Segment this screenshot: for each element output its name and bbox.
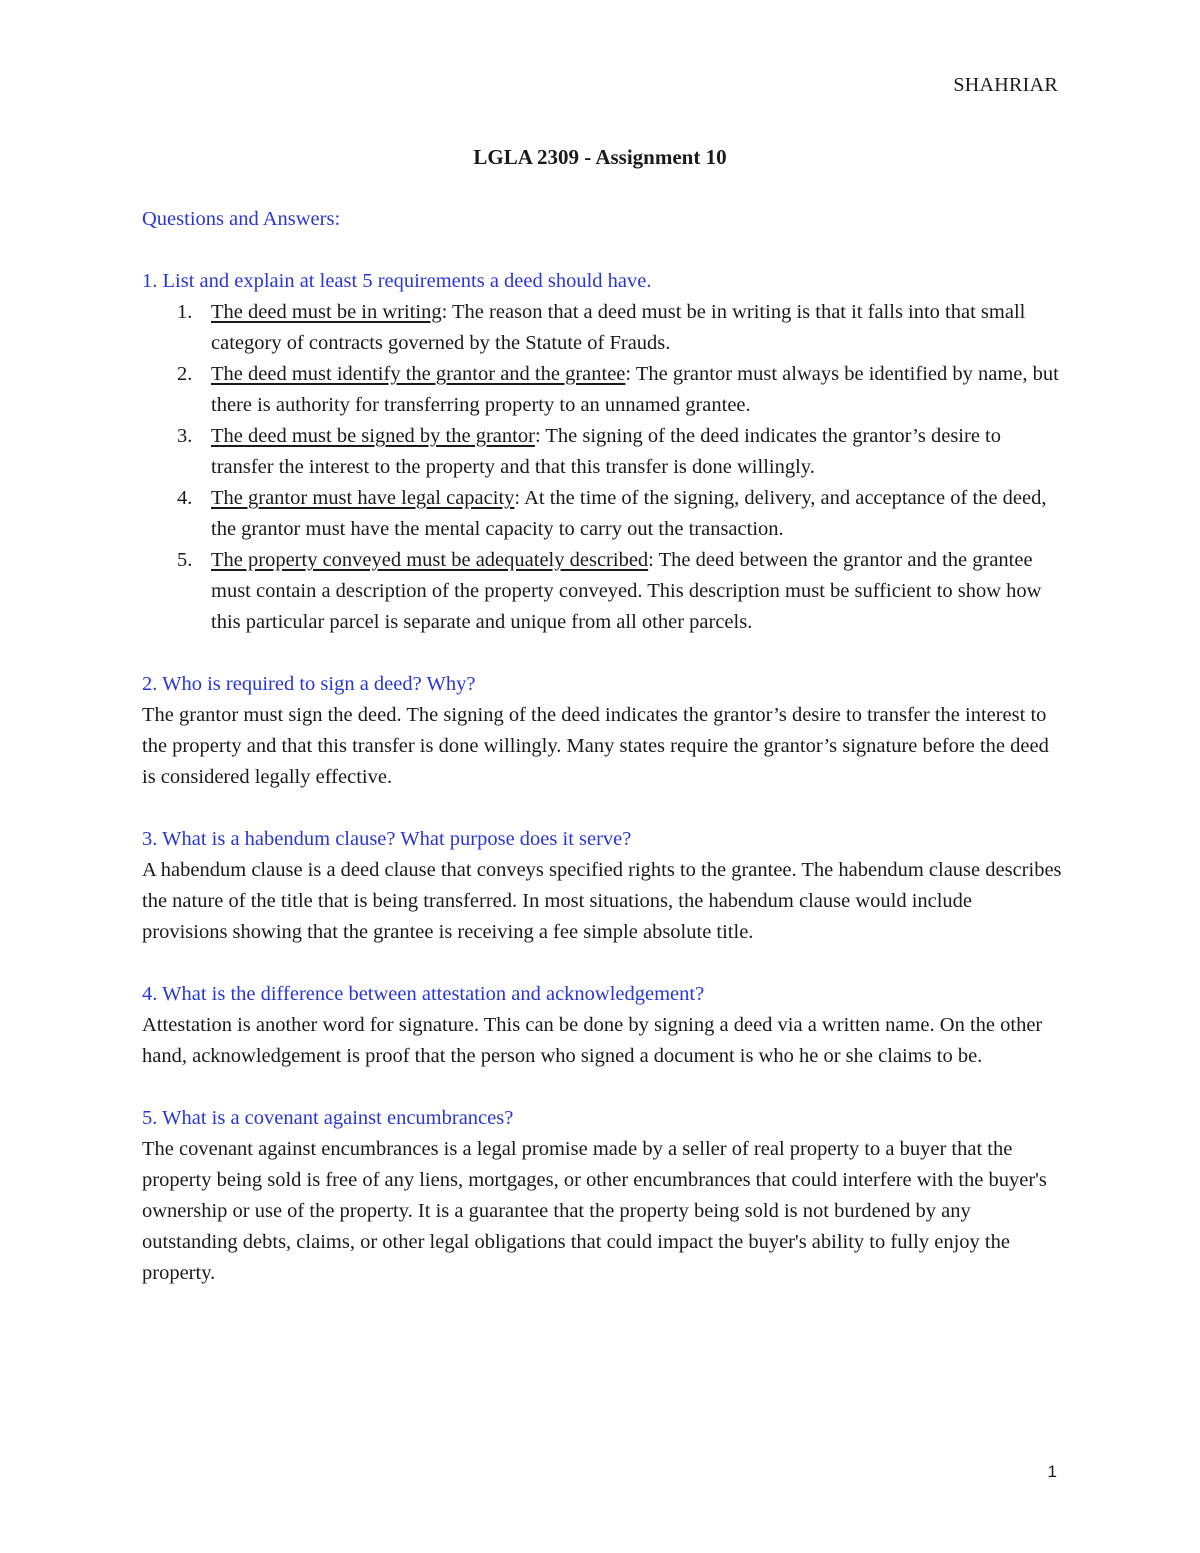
answer-3: A habendum clause is a deed clause that conveys specified rights to the grantee. The habendum clause describes the nature of the title that is being transferred. In most situations, the habendum clause would include provisions showing that the grantee is receiving a fee simple absolute title. [142,859,1062,943]
document-body [142,204,1062,1320]
section-label: Questions and Answers: [142,208,341,230]
list-item-number: 5. [177,549,193,571]
requirement-term: The deed must be in writing [211,301,442,323]
question-3: 3. What is a habendum clause? What purpose does it serve? [142,828,632,850]
question-2: 2. Who is required to sign a deed? Why? [142,673,476,695]
answer-4: Attestation is another word for signature. This can be done by signing a deed via a written name. On the other hand, acknowledgement is proof that the person who signed a document is who he or she claims to be. [142,1014,1043,1067]
list-item-number: 1. [177,301,193,323]
header-author: SHAHRIAR [953,74,1058,96]
question-4: 4. What is the difference between attestation and acknowledgement? [142,983,705,1005]
page-title: LGLA 2309 - Assignment 10 [473,145,727,169]
list-item-number: 4. [177,487,193,509]
list-item [142,297,1062,359]
list-item [142,483,1062,545]
requirements-list [142,297,1062,638]
answer-2: The grantor must sign the deed. The signing of the deed indicates the grantor’s desire to transfer the interest to the property and that this transfer is done willingly. Many states require the grantor’s signature before the deed is considered legally effective. [142,704,1049,788]
requirement-text: : The reason that a deed must be in writing is that it falls into that small category of contracts governed by the Statute of Frauds. [211,301,1026,354]
list-item [142,359,1062,421]
list-item-number: 3. [177,425,193,447]
requirement-term: The deed must identify the grantor and the grantee [211,363,626,385]
requirement-text: : At the time of the signing, delivery, and acceptance of the deed, the grantor must have the mental capacity to carry out the transaction. [211,487,1047,540]
requirement-term: The grantor must have legal capacity [211,487,515,509]
question-5: 5. What is a covenant against encumbrances? [142,1107,514,1129]
page-number: 1 [1047,1462,1057,1481]
list-item [142,545,1062,638]
requirement-text: : The signing of the deed indicates the grantor’s desire to transfer the interest to the property and that this transfer is done willingly. [211,425,1002,478]
requirement-text: : The grantor must always be identified by name, but there is authority for transferring property to an unnamed grantee. [211,363,1059,416]
answer-5: The covenant against encumbrances is a legal promise made by a seller of real property to a buyer that the property being sold is free of any liens, mortgages, or other encumbrances that could interfere with the buyer's ownership or use of the property. It is a guarantee that the property being sold is not burdened by any outstanding debts, claims, or other legal obligations that could impact the buyer's ability to fully enjoy the property. [142,1138,1047,1284]
requirement-term: The deed must be signed by the grantor [211,425,535,447]
question-1: 1. List and explain at least 5 requirements a deed should have. [142,270,652,292]
requirement-term: The property conveyed must be adequately described [211,549,649,571]
list-item [142,421,1062,483]
list-item-number: 2. [177,363,193,385]
requirement-text: : The deed between the grantor and the grantee must contain a description of the property conveyed. This description must be sufficient to show how this particular parcel is separate and unique from all other parcels. [211,549,1042,633]
